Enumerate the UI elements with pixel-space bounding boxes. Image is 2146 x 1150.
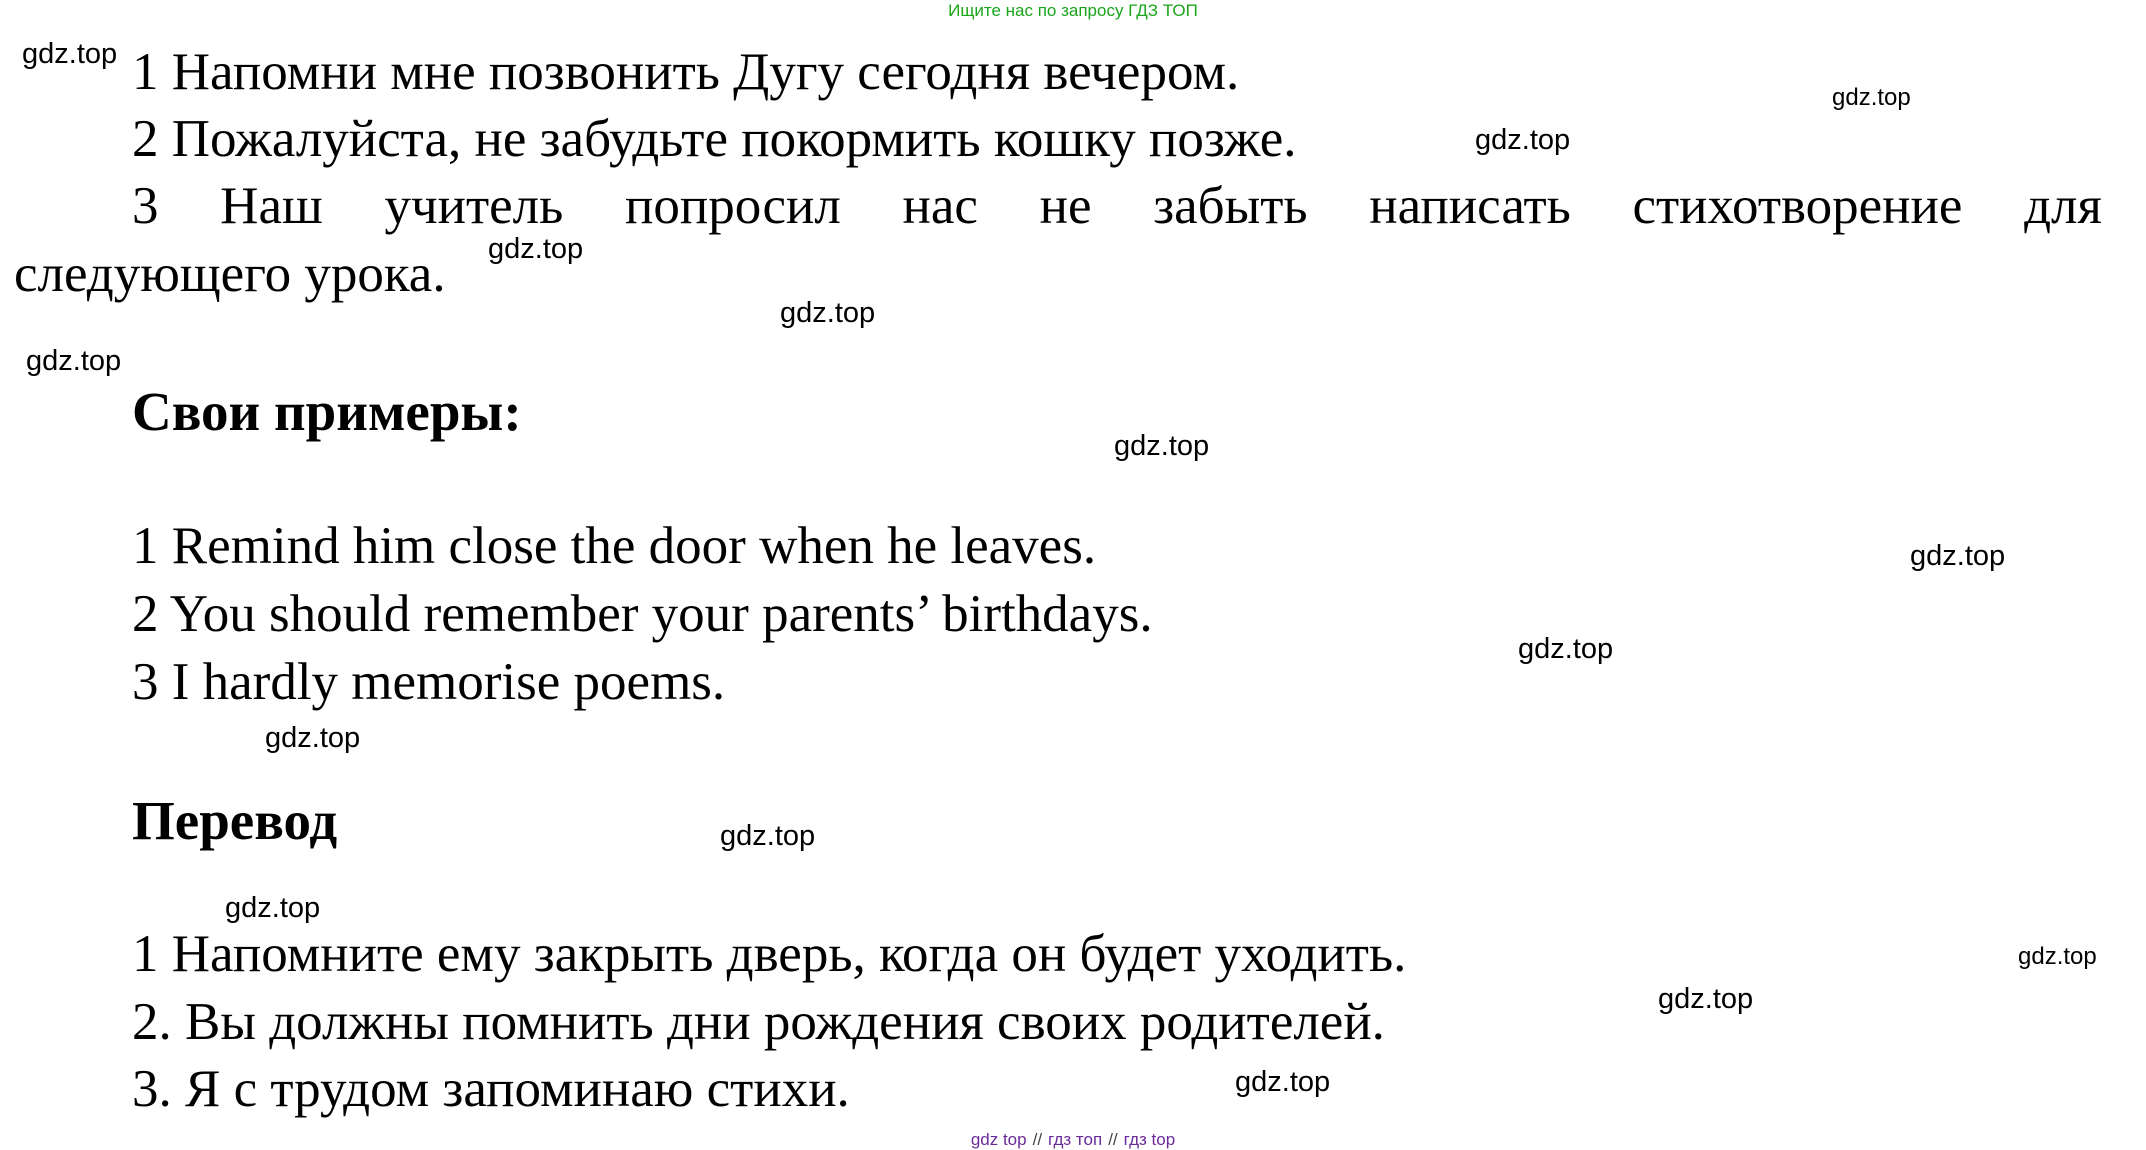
watermark: gdz.top bbox=[1114, 430, 1210, 462]
top-banner: Ищите нас по запросу ГДЗ ТОП bbox=[948, 1, 1198, 20]
watermark: gdz.top bbox=[1832, 84, 1911, 111]
watermark: gdz.top bbox=[780, 297, 876, 329]
watermark: gdz.top bbox=[1475, 124, 1571, 156]
watermark: gdz.top bbox=[26, 345, 122, 377]
watermark: gdz.top bbox=[1658, 983, 1754, 1015]
task-line-3-word: 3 bbox=[132, 177, 159, 235]
task-line-3-word: попросил bbox=[624, 177, 841, 235]
footer-links bbox=[0, 1130, 2146, 1150]
task-line-3-word: для bbox=[2024, 177, 2102, 235]
watermark: gdz.top bbox=[1910, 540, 2006, 572]
watermark: gdz.top bbox=[488, 233, 584, 265]
task-line-1: 1 Напомни мне позвонить Дугу сегодня вечером. bbox=[132, 43, 1240, 101]
watermark: gdz.top bbox=[1235, 1066, 1331, 1098]
translation-heading: Перевод bbox=[132, 790, 338, 851]
task-line-3-word: написать bbox=[1369, 177, 1571, 235]
footer-link[interactable]: gdz top bbox=[970, 1130, 1027, 1149]
task-line-3-continuation: следующего урока. bbox=[14, 245, 446, 303]
footer-link[interactable]: гдз топ bbox=[1048, 1130, 1103, 1149]
footer-separator: // bbox=[1032, 1130, 1043, 1149]
watermark: gdz.top bbox=[2018, 943, 2097, 970]
task-line-3-word: Наш bbox=[220, 177, 323, 235]
example-line-2: 2 You should remember your parents’ birthdays. bbox=[132, 585, 1153, 643]
watermark: gdz.top bbox=[22, 38, 118, 70]
example-line-1: 1 Remind him close the door when he leaves. bbox=[132, 517, 1097, 575]
task-line-3-word: нас bbox=[902, 177, 978, 235]
task-line-3 bbox=[132, 172, 2102, 240]
translation-line-3: 3. Я с трудом запоминаю стихи. bbox=[132, 1060, 850, 1118]
watermark: gdz.top bbox=[225, 892, 321, 924]
task-line-3-word: стихотворение bbox=[1632, 177, 1963, 235]
task-line-3-word: забыть bbox=[1153, 177, 1308, 235]
watermark: gdz.top bbox=[265, 722, 361, 754]
own-examples-heading: Свои примеры: bbox=[132, 381, 522, 442]
watermark: gdz.top bbox=[720, 820, 816, 852]
task-line-3-word: не bbox=[1039, 177, 1092, 235]
task-line-3-word: учитель bbox=[384, 177, 564, 235]
example-line-3: 3 I hardly memorise poems. bbox=[132, 653, 726, 711]
footer-separator: // bbox=[1108, 1130, 1118, 1149]
translation-line-2: 2. Вы должны помнить дни рождения своих родителей. bbox=[132, 993, 1385, 1051]
footer-link[interactable]: гдз top bbox=[1123, 1130, 1176, 1149]
translation-line-1: 1 Напомните ему закрыть дверь, когда он будет уходить. bbox=[132, 925, 1407, 983]
watermark: gdz.top bbox=[1518, 633, 1614, 665]
task-line-2: 2 Пожалуйста, не забудьте покормить кошку позже. bbox=[132, 110, 1297, 168]
